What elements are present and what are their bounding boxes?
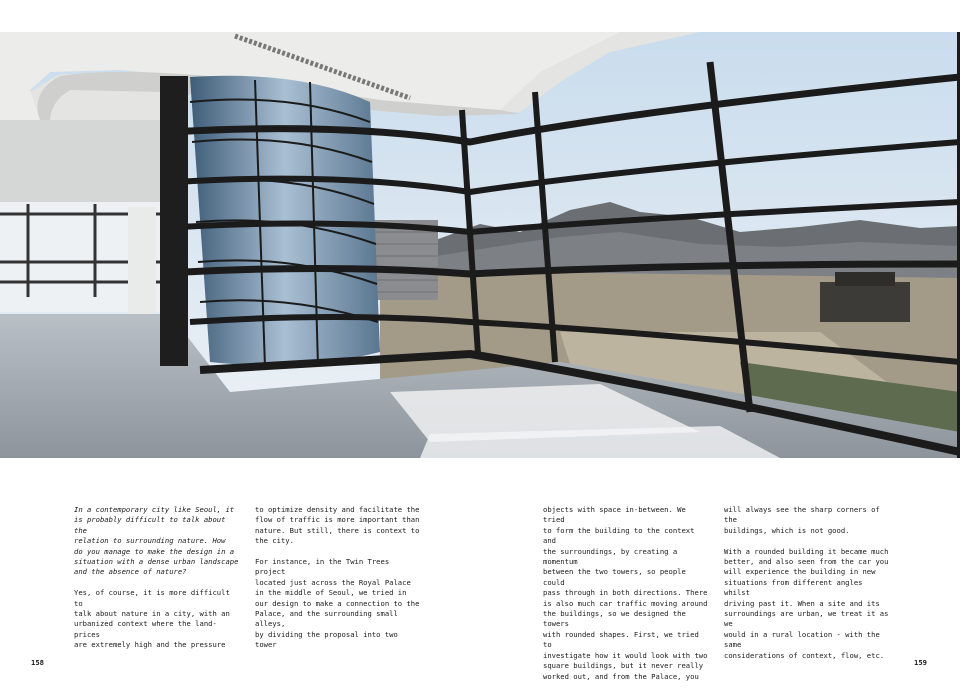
answer-paragraph: will always see the sharp corners of the buildings, which is not good. [724, 505, 880, 535]
text-column-3 [543, 505, 711, 692]
interior-photo [0, 32, 960, 458]
window-photo-icon [0, 32, 960, 458]
text-column-1 [74, 505, 242, 661]
answer-paragraph: objects with space in-between. We tried to form the building to the context and the surroundings, by creating a momentum between the two towers, so people could pass through in both directions. There is also much car traffic moving around the buildings, so we designed the towers with rounded shapes. First, we tried to investigate how it would look with two square buildings, but it never really worked out, and from the Palace, you [543, 505, 708, 681]
text-column-4 [724, 505, 892, 671]
left-page-number: 158 [31, 658, 44, 667]
answer-paragraph: For instance, in the Twin Trees project located just across the Royal Palace in the middle of Seoul, we tried in our design to make a connection to the Palace, and the surrounding small alleys, by dividing the proposal into two tower [255, 557, 420, 650]
interview-question: In a contemporary city like Seoul, it is probably difficult to talk about the relation to surrounding nature. How do you manage to make the design in a situation with a dense urban landscape and the absence of nature? [74, 505, 239, 577]
answer-paragraph: With a rounded building it became much better, and also seen from the car you will experience the building in new situations from different angles whilst driving past it. When a site and its surroundings are urban, we treat it as we would in a rural location - with the same considerations of context, flow, etc. [724, 546, 889, 660]
answer-paragraph: Yes, of course, it is more difficult to talk about nature in a city, with an urbanized context where the land-prices are extremely high and the pressure [74, 588, 230, 650]
text-column-2 [255, 505, 423, 661]
right-page-number: 159 [914, 658, 927, 667]
answer-paragraph: to optimize density and facilitate the flow of traffic is more important than nature. But still, there is context to the city. [255, 505, 420, 546]
